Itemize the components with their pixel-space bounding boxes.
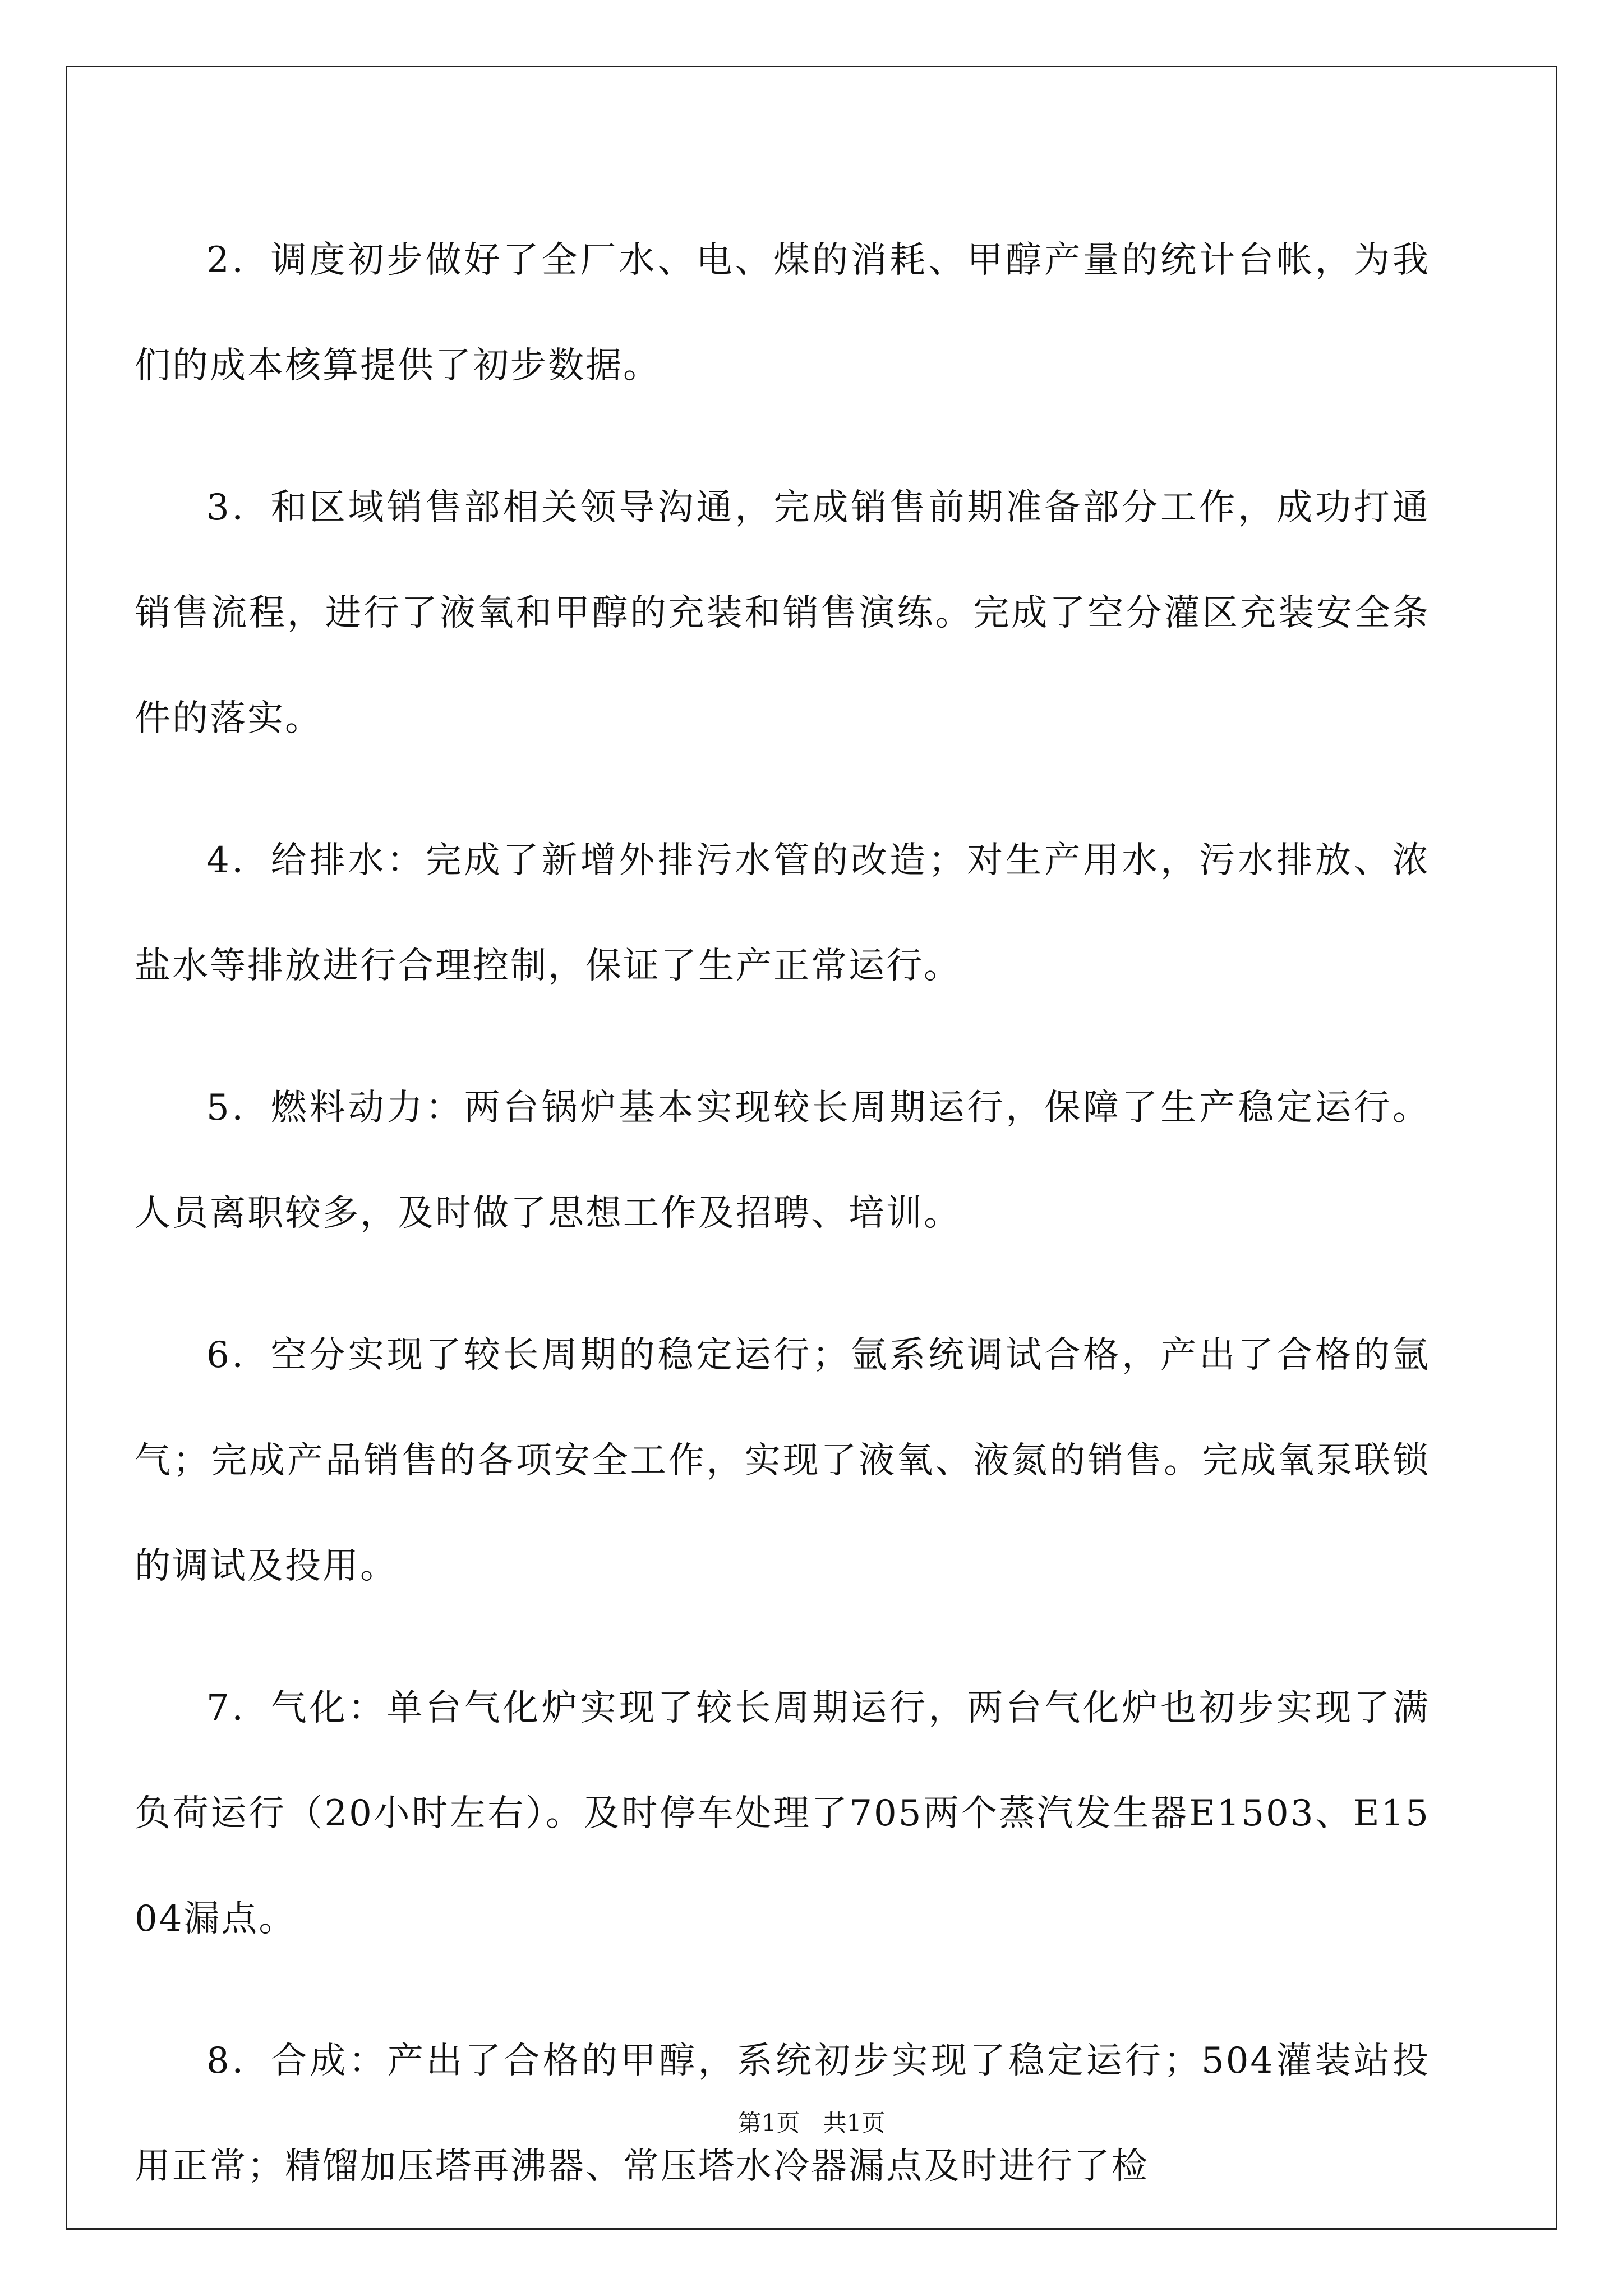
page-number-total: 共1页 (823, 2109, 886, 2137)
paragraph-8: 8．合成：产出了合格的甲醇，系统初步实现了稳定运行；504灌装站投用正常；精馏加压塔再沸器、常压塔水冷器漏点及时进行了检 (135, 2040, 1430, 2187)
paragraph-3: 3．和区域销售部相关领导沟通，完成销售前期准备部分工作，成功打通销售流程，进行了液氧和甲醇的充装和销售演练。完成了空分灌区充装安全条件的落实。 (135, 487, 1430, 739)
paragraph-4: 4．给排水：完成了新增外排污水管的改造；对生产用水，污水排放、浓盐水等排放进行合理控制，保证了生产正常运行。 (135, 840, 1430, 987)
paragraph-2: 2．调度初步做好了全厂水、电、煤的消耗、甲醇产量的统计台帐，为我们的成本核算提供了初步数据。 (135, 240, 1430, 386)
paragraph-6: 6．空分实现了较长周期的稳定运行；氩系统调试合格，产出了合格的氩气；完成产品销售的各项安全工作，实现了液氧、液氮的销售。完成氧泵联锁的调试及投用。 (135, 1335, 1430, 1587)
paragraph-7: 7．气化：单台气化炉实现了较长周期运行，两台气化炉也初步实现了满负荷运行（20小时左右）。及时停车处理了705两个蒸汽发生器E1503、E1504漏点。 (135, 1687, 1430, 1940)
page-number-current: 第1页 (737, 2109, 800, 2137)
page-footer (0, 2106, 1623, 2140)
document-body (135, 208, 1430, 2256)
paragraph-5: 5．燃料动力：两台锅炉基本实现较长周期运行，保障了生产稳定运行。人员离职较多，及时做了思想工作及招聘、培训。 (135, 1087, 1430, 1234)
